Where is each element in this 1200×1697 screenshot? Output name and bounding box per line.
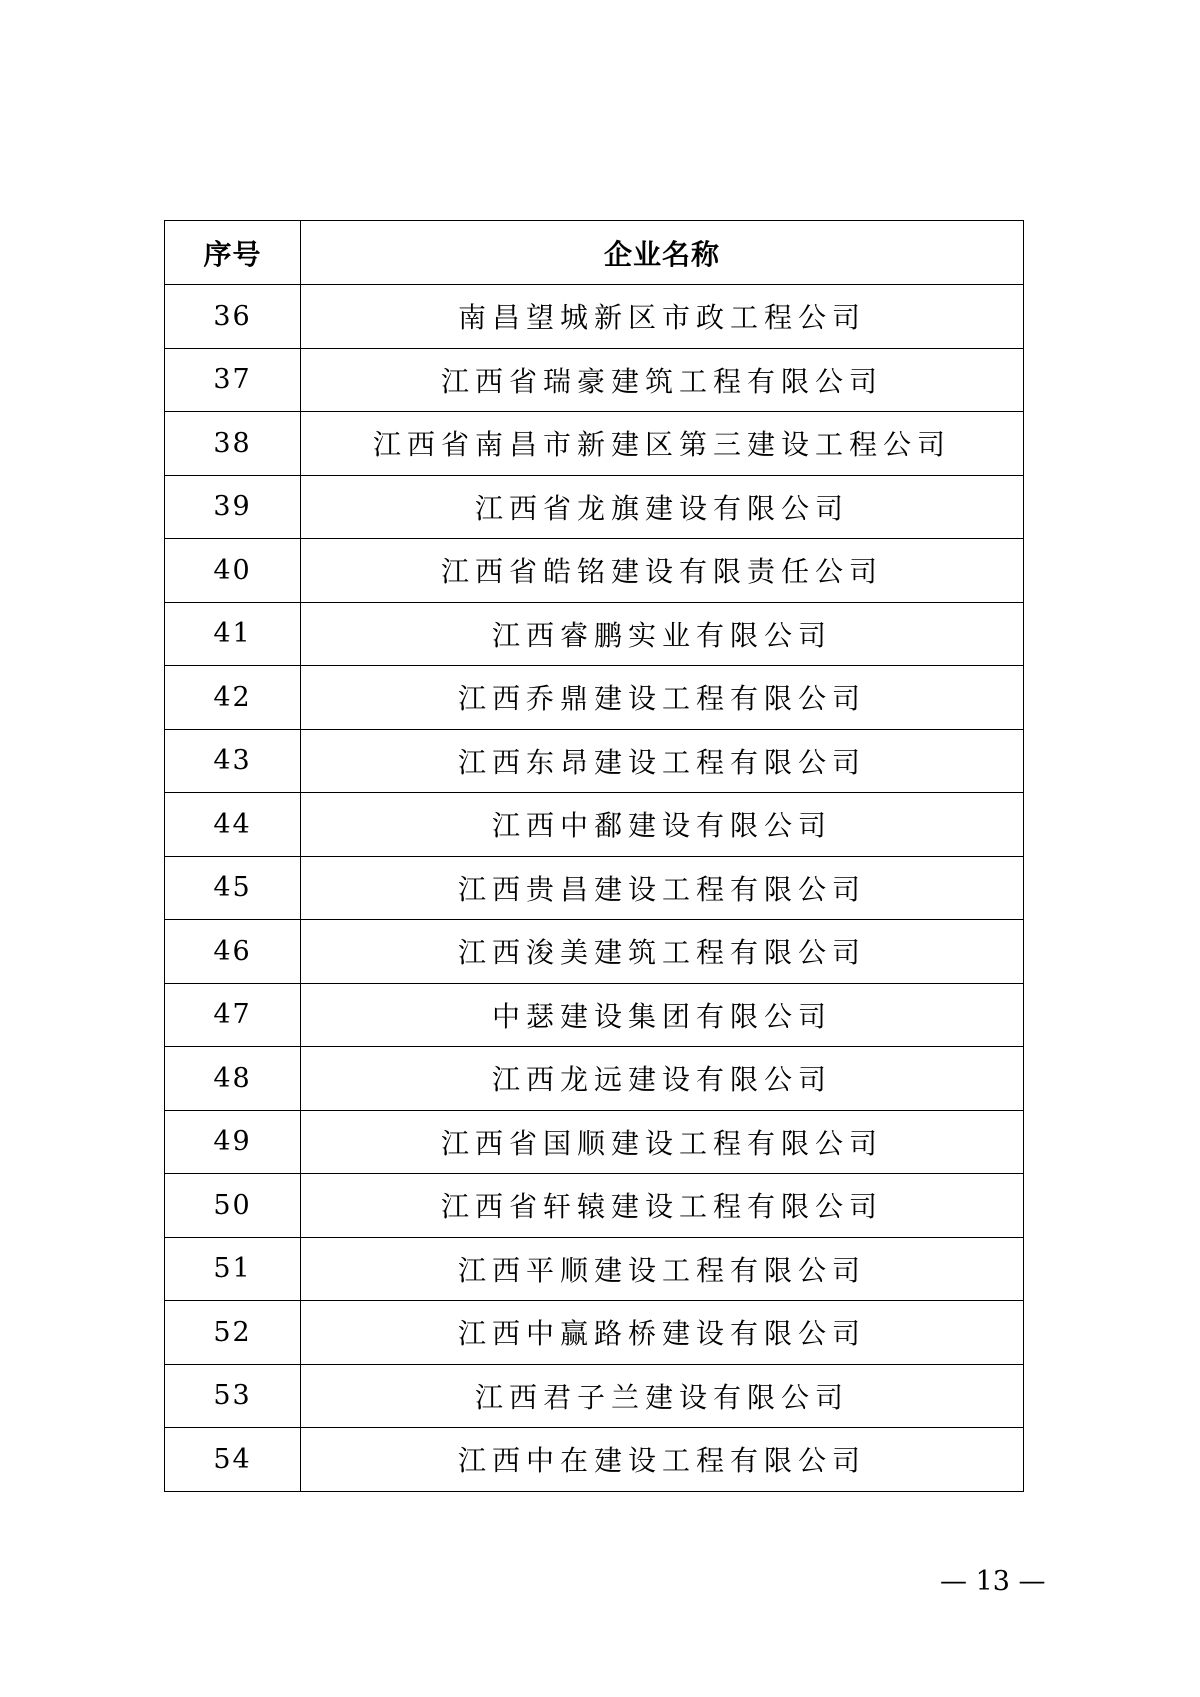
serial-number-cell: 52: [165, 1301, 301, 1365]
table-row: [165, 412, 1024, 476]
serial-number-cell: 53: [165, 1364, 301, 1428]
serial-number-cell: 41: [165, 602, 301, 666]
company-name-cell: 江西中赢路桥建设有限公司: [301, 1301, 1024, 1365]
table-row: [165, 983, 1024, 1047]
company-name-cell: 江西省南昌市新建区第三建设工程公司: [301, 412, 1024, 476]
serial-number-cell: 54: [165, 1428, 301, 1492]
company-name-cell: 江西浚美建筑工程有限公司: [301, 920, 1024, 984]
table-row: [165, 1047, 1024, 1111]
company-name-cell: 江西睿鹏实业有限公司: [301, 602, 1024, 666]
serial-number-cell: 48: [165, 1047, 301, 1111]
company-name-cell: 江西省轩辕建设工程有限公司: [301, 1174, 1024, 1238]
table-row: [165, 1174, 1024, 1238]
company-name-cell: 江西中鄱建设有限公司: [301, 793, 1024, 857]
company-name-cell: 江西贵昌建设工程有限公司: [301, 856, 1024, 920]
table-header: [165, 221, 1024, 285]
table-row: [165, 666, 1024, 730]
table-row: [165, 793, 1024, 857]
company-name-cell: 南昌望城新区市政工程公司: [301, 285, 1024, 349]
header-company-name: 企业名称: [301, 221, 1024, 285]
table-row: [165, 1364, 1024, 1428]
company-name-cell: 江西省国顺建设工程有限公司: [301, 1110, 1024, 1174]
page-number: — 13 —: [940, 1566, 1046, 1597]
company-name-cell: 江西省龙旗建设有限公司: [301, 475, 1024, 539]
serial-number-cell: 46: [165, 920, 301, 984]
serial-number-cell: 47: [165, 983, 301, 1047]
company-name-cell: 江西乔鼎建设工程有限公司: [301, 666, 1024, 730]
serial-number-cell: 44: [165, 793, 301, 857]
serial-number-cell: 40: [165, 539, 301, 603]
table-row: [165, 729, 1024, 793]
serial-number-cell: 38: [165, 412, 301, 476]
serial-number-cell: 49: [165, 1110, 301, 1174]
table-row: [165, 1301, 1024, 1365]
company-name-cell: 江西中在建设工程有限公司: [301, 1428, 1024, 1492]
header-serial-number: 序号: [165, 221, 301, 285]
company-list-table: [164, 220, 1024, 1492]
serial-number-cell: 39: [165, 475, 301, 539]
company-name-cell: 江西平顺建设工程有限公司: [301, 1237, 1024, 1301]
serial-number-cell: 51: [165, 1237, 301, 1301]
serial-number-cell: 43: [165, 729, 301, 793]
serial-number-cell: 36: [165, 285, 301, 349]
table-row: [165, 1428, 1024, 1492]
serial-number-cell: 42: [165, 666, 301, 730]
serial-number-cell: 37: [165, 348, 301, 412]
table-row: [165, 602, 1024, 666]
company-name-cell: 江西省皓铭建设有限责任公司: [301, 539, 1024, 603]
table-row: [165, 475, 1024, 539]
table-header-row: [165, 221, 1024, 285]
table-row: [165, 348, 1024, 412]
table-row: [165, 285, 1024, 349]
company-name-cell: 中瑟建设集团有限公司: [301, 983, 1024, 1047]
table-row: [165, 856, 1024, 920]
table-row: [165, 1110, 1024, 1174]
table-body: [165, 285, 1024, 1492]
serial-number-cell: 45: [165, 856, 301, 920]
company-name-cell: 江西君子兰建设有限公司: [301, 1364, 1024, 1428]
company-name-cell: 江西省瑞豪建筑工程有限公司: [301, 348, 1024, 412]
company-name-cell: 江西东昂建设工程有限公司: [301, 729, 1024, 793]
table-row: [165, 920, 1024, 984]
table-row: [165, 1237, 1024, 1301]
table-row: [165, 539, 1024, 603]
company-name-cell: 江西龙远建设有限公司: [301, 1047, 1024, 1111]
serial-number-cell: 50: [165, 1174, 301, 1238]
